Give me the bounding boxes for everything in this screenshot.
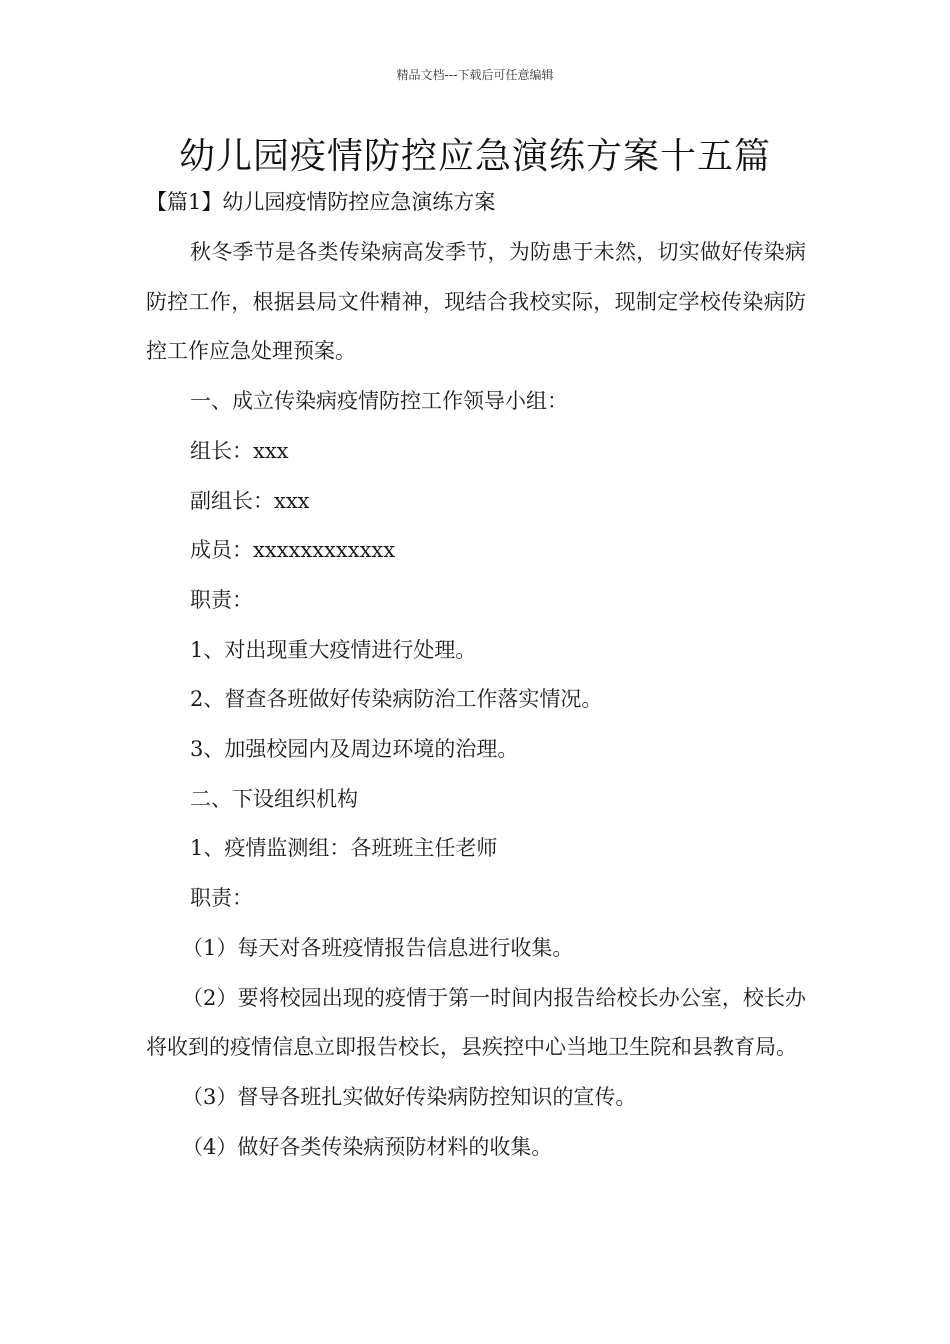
section-heading: 【篇1】幼儿园疫情防控应急演练方案	[146, 190, 496, 214]
paragraph-members: 成员：xxxxxxxxxxxx	[190, 538, 396, 563]
list-item: （1）每天对各班疫情报告信息进行收集。	[182, 935, 574, 960]
list-item: （3）督导各班扎实做好传染病防控知识的宣传。	[182, 1084, 637, 1109]
list-item: 2、督查各班做好传染病防治工作落实情况。	[190, 687, 603, 712]
paragraph-duty-1: 职责：	[190, 587, 253, 612]
document-title: 幼儿园疫情防控应急演练方案十五篇	[178, 136, 771, 177]
header-note: 精品文档---下载后可任意编辑	[396, 68, 554, 82]
list-item: （4）做好各类传染病预防材料的收集。	[182, 1134, 553, 1159]
list-item: 1、对出现重大疫情进行处理。	[190, 637, 477, 662]
list-item: 3、加强校园内及周边环境的治理。	[190, 737, 519, 762]
list-item: （2）要将校园出现的疫情于第一时间内报告给校长办公室，校长办将收到的疫情信息立即报告校长，县疾控中心当地卫生院和县教育局。	[146, 985, 806, 1060]
paragraph-vice-leader: 副组长：xxx	[190, 488, 310, 513]
paragraph-section-1: 一、成立传染病疫情防控工作领导小组：	[190, 389, 568, 414]
list-item: 1、疫情监测组：各班班主任老师	[190, 836, 498, 861]
paragraph-duty-2: 职责：	[190, 886, 253, 911]
paragraph-leader: 组长：xxx	[190, 438, 289, 463]
paragraph-section-2: 二、下设组织机构	[190, 786, 358, 811]
paragraph-intro: 秋冬季节是各类传染病高发季节，为防患于未然，切实做好传染病防控工作，根据县局文件精神，现结合我校实际，现制定学校传染病防控工作应急处理预案。	[146, 240, 806, 364]
document-body	[146, 228, 806, 1172]
